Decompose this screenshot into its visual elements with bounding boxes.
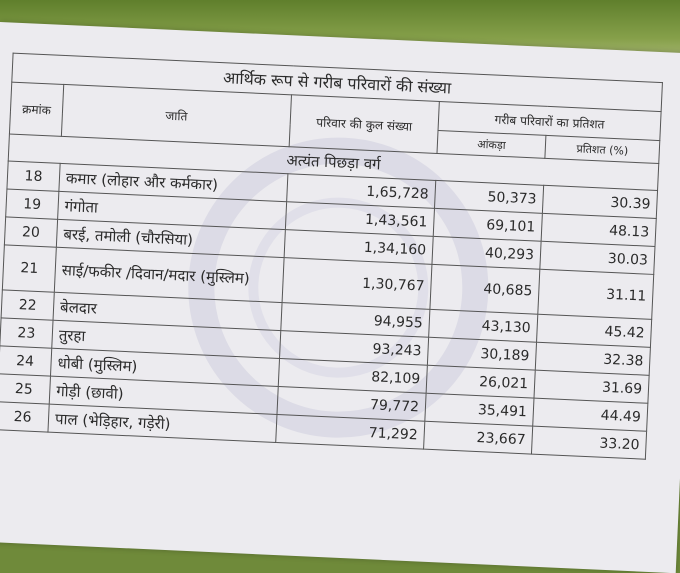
total-cell: 1,43,561 (285, 202, 434, 237)
poor-families-table (0, 53, 663, 460)
caste-cell: बेलदार (53, 292, 282, 330)
percent-cell: 44.49 (533, 398, 648, 431)
count-cell: 30,189 (427, 337, 536, 370)
total-cell: 1,30,767 (282, 258, 432, 310)
percent-cell: 30.39 (542, 185, 657, 218)
percent-cell: 45.42 (537, 314, 652, 347)
percent-cell: 30.03 (540, 241, 655, 274)
percent-cell: 31.11 (538, 269, 654, 319)
total-cell: 94,955 (281, 303, 430, 338)
count-cell: 43,130 (429, 309, 538, 342)
count-cell: 40,293 (432, 236, 541, 269)
caste-cell: बरई, तमोली (चौरसिया) (56, 219, 285, 257)
header-serial: क्रमांक (9, 82, 63, 136)
caste-cell: गंगोता (58, 191, 287, 229)
serial-cell: 21 (2, 245, 56, 292)
percent-cell: 32.38 (535, 342, 650, 375)
caste-cell: गोड़ी (छावी) (49, 376, 278, 414)
count-cell: 69,101 (433, 208, 542, 241)
serial-cell: 24 (0, 346, 52, 376)
percent-cell: 31.69 (534, 370, 649, 403)
serial-cell: 18 (7, 161, 60, 191)
document-page (0, 22, 680, 573)
percent-cell: 48.13 (541, 213, 656, 246)
percent-cell: 33.20 (531, 426, 646, 459)
header-percent: प्रतिशत (%) (545, 135, 660, 163)
total-cell: 82,109 (278, 359, 427, 394)
count-cell: 26,021 (426, 365, 535, 398)
serial-cell: 22 (1, 290, 54, 320)
header-count: आंकड़ा (437, 130, 546, 158)
count-cell: 40,685 (430, 264, 540, 314)
header-poor-families-percent: गरीब परिवारों का प्रतिशत (438, 102, 661, 141)
header-total-families: परिवार की कुल संख्या (289, 95, 439, 154)
serial-cell: 19 (6, 189, 59, 219)
total-cell: 1,65,728 (287, 174, 436, 209)
caste-cell: पाल (भेड़िहार, गड़ेरी) (48, 404, 277, 442)
serial-cell: 25 (0, 374, 50, 404)
total-cell: 93,243 (280, 331, 429, 366)
serial-cell: 26 (0, 402, 49, 432)
serial-cell: 23 (0, 318, 53, 348)
section-heading: अत्यंत पिछड़ा वर्ग (8, 134, 659, 190)
count-cell: 35,491 (425, 393, 534, 426)
total-cell: 79,772 (277, 386, 426, 421)
count-cell: 50,373 (434, 180, 543, 213)
caste-cell: कमार (लोहार और कर्मकार) (59, 163, 288, 201)
caste-cell: साई/फकीर /दिवान/मदार (मुस्लिम) (54, 247, 284, 302)
caste-cell: धोबी (मुस्लिम) (50, 348, 279, 386)
caste-cell: तुरहा (52, 320, 281, 358)
serial-cell: 20 (4, 217, 57, 247)
total-cell: 71,292 (276, 414, 425, 449)
table-title: आर्थिक रूप से गरीब परिवारों की संख्या (12, 53, 663, 111)
total-cell: 1,34,160 (284, 230, 433, 265)
header-caste: जाति (61, 84, 291, 146)
count-cell: 23,667 (424, 421, 533, 454)
